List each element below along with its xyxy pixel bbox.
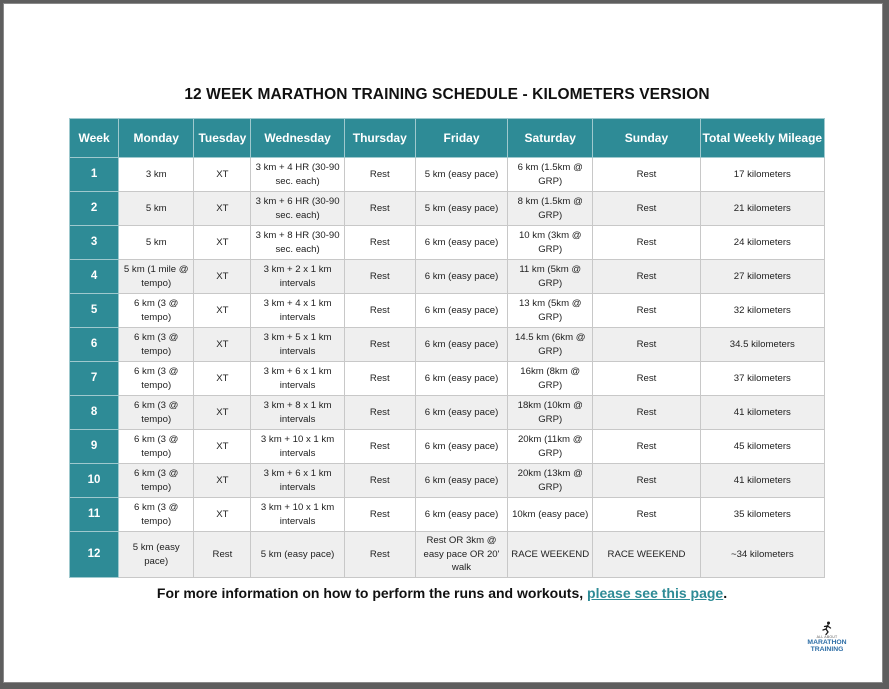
total-cell: 41 kilometers xyxy=(700,464,824,498)
total-cell: 32 kilometers xyxy=(700,294,824,328)
saturday-cell: 20km (11km @ GRP) xyxy=(508,430,593,464)
logo-line-2: TRAINING xyxy=(810,646,844,653)
sunday-cell: Rest xyxy=(593,260,700,294)
saturday-cell: 10km (easy pace) xyxy=(508,498,593,532)
tuesday-cell: XT xyxy=(194,158,251,192)
week-number: 5 xyxy=(70,294,119,328)
monday-cell: 5 km (easy pace) xyxy=(119,532,194,578)
tuesday-cell: Rest xyxy=(194,532,251,578)
table-row xyxy=(70,192,825,226)
table-row xyxy=(70,260,825,294)
footer-end: . xyxy=(723,585,728,601)
week-number: 11 xyxy=(70,498,119,532)
friday-cell: 6 km (easy pace) xyxy=(415,260,507,294)
friday-cell: 5 km (easy pace) xyxy=(415,192,507,226)
week-number: 9 xyxy=(70,430,119,464)
wednesday-cell: 3 km + 4 HR (30-90 sec. each) xyxy=(251,158,344,192)
week-number: 3 xyxy=(70,226,119,260)
sunday-cell: Rest xyxy=(593,362,700,396)
total-cell: 41 kilometers xyxy=(700,396,824,430)
saturday-cell: 13 km (5km @ GRP) xyxy=(508,294,593,328)
friday-cell: 5 km (easy pace) xyxy=(415,158,507,192)
wednesday-cell: 3 km + 5 x 1 km intervals xyxy=(251,328,344,362)
table-row xyxy=(70,430,825,464)
saturday-cell: RACE WEEKEND xyxy=(508,532,593,578)
tuesday-cell: XT xyxy=(194,260,251,294)
week-number: 7 xyxy=(70,362,119,396)
friday-cell: 6 km (easy pace) xyxy=(415,328,507,362)
total-cell: 35 kilometers xyxy=(700,498,824,532)
marathon-training-logo xyxy=(804,621,850,653)
saturday-cell: 20km (13km @ GRP) xyxy=(508,464,593,498)
runner-icon xyxy=(820,621,834,635)
saturday-cell: 11 km (5km @ GRP) xyxy=(508,260,593,294)
thursday-cell: Rest xyxy=(344,328,415,362)
table-row xyxy=(70,226,825,260)
wednesday-cell: 3 km + 8 HR (30-90 sec. each) xyxy=(251,226,344,260)
monday-cell: 5 km xyxy=(119,226,194,260)
sunday-cell: Rest xyxy=(593,396,700,430)
logo-line-1: MARATHON xyxy=(807,639,847,646)
total-cell: 37 kilometers xyxy=(700,362,824,396)
table-row xyxy=(70,396,825,430)
logo-small-text: ALL ABOUT xyxy=(816,635,838,639)
friday-cell: 6 km (easy pace) xyxy=(415,362,507,396)
thursday-cell: Rest xyxy=(344,362,415,396)
friday-cell: 6 km (easy pace) xyxy=(415,226,507,260)
table-header-row xyxy=(70,119,825,158)
friday-cell: 6 km (easy pace) xyxy=(415,396,507,430)
tuesday-cell: XT xyxy=(194,396,251,430)
header-sunday: Sunday xyxy=(593,119,700,158)
more-info-link[interactable]: please see this page xyxy=(587,585,724,601)
table-row xyxy=(70,498,825,532)
wednesday-cell: 3 km + 10 x 1 km intervals xyxy=(251,430,344,464)
week-number: 8 xyxy=(70,396,119,430)
wednesday-cell: 3 km + 8 x 1 km intervals xyxy=(251,396,344,430)
friday-cell: 6 km (easy pace) xyxy=(415,464,507,498)
saturday-cell: 6 km (1.5km @ GRP) xyxy=(508,158,593,192)
wednesday-cell: 3 km + 6 x 1 km intervals xyxy=(251,362,344,396)
tuesday-cell: XT xyxy=(194,362,251,396)
thursday-cell: Rest xyxy=(344,294,415,328)
header-total-weekly-mileage: Total Weekly Mileage xyxy=(700,119,824,158)
total-cell: 17 kilometers xyxy=(700,158,824,192)
sunday-cell: Rest xyxy=(593,226,700,260)
header-wednesday: Wednesday xyxy=(251,119,344,158)
wednesday-cell: 3 km + 2 x 1 km intervals xyxy=(251,260,344,294)
monday-cell: 6 km (3 @ tempo) xyxy=(119,498,194,532)
sunday-cell: Rest xyxy=(593,498,700,532)
tuesday-cell: XT xyxy=(194,294,251,328)
wednesday-cell: 3 km + 10 x 1 km intervals xyxy=(251,498,344,532)
tuesday-cell: XT xyxy=(194,464,251,498)
footer-note xyxy=(4,585,880,601)
thursday-cell: Rest xyxy=(344,158,415,192)
wednesday-cell: 5 km (easy pace) xyxy=(251,532,344,578)
friday-cell: 6 km (easy pace) xyxy=(415,498,507,532)
header-monday: Monday xyxy=(119,119,194,158)
friday-cell: 6 km (easy pace) xyxy=(415,430,507,464)
total-cell: 27 kilometers xyxy=(700,260,824,294)
total-cell: 21 kilometers xyxy=(700,192,824,226)
week-number: 4 xyxy=(70,260,119,294)
tuesday-cell: XT xyxy=(194,498,251,532)
saturday-cell: 18km (10km @ GRP) xyxy=(508,396,593,430)
table-row xyxy=(70,532,825,578)
tuesday-cell: XT xyxy=(194,328,251,362)
friday-cell: 6 km (easy pace) xyxy=(415,294,507,328)
header-week: Week xyxy=(70,119,119,158)
sunday-cell: Rest xyxy=(593,158,700,192)
friday-cell: Rest OR 3km @ easy pace OR 20' walk xyxy=(415,532,507,578)
thursday-cell: Rest xyxy=(344,430,415,464)
thursday-cell: Rest xyxy=(344,192,415,226)
total-cell: ~34 kilometers xyxy=(700,532,824,578)
week-number: 12 xyxy=(70,532,119,578)
monday-cell: 6 km (3 @ tempo) xyxy=(119,464,194,498)
saturday-cell: 16km (8km @ GRP) xyxy=(508,362,593,396)
thursday-cell: Rest xyxy=(344,396,415,430)
monday-cell: 6 km (3 @ tempo) xyxy=(119,362,194,396)
header-thursday: Thursday xyxy=(344,119,415,158)
sunday-cell: Rest xyxy=(593,430,700,464)
training-schedule-table xyxy=(69,118,825,578)
week-number: 6 xyxy=(70,328,119,362)
monday-cell: 6 km (3 @ tempo) xyxy=(119,430,194,464)
page-title: 12 WEEK MARATHON TRAINING SCHEDULE - KILOMETERS VERSION xyxy=(184,86,710,103)
saturday-cell: 10 km (3km @ GRP) xyxy=(508,226,593,260)
sunday-cell: Rest xyxy=(593,294,700,328)
monday-cell: 6 km (3 @ tempo) xyxy=(119,294,194,328)
sunday-cell: Rest xyxy=(593,328,700,362)
header-tuesday: Tuesday xyxy=(194,119,251,158)
monday-cell: 3 km xyxy=(119,158,194,192)
week-number: 1 xyxy=(70,158,119,192)
table-row xyxy=(70,158,825,192)
total-cell: 45 kilometers xyxy=(700,430,824,464)
wednesday-cell: 3 km + 6 HR (30-90 sec. each) xyxy=(251,192,344,226)
week-number: 2 xyxy=(70,192,119,226)
monday-cell: 5 km (1 mile @ tempo) xyxy=(119,260,194,294)
total-cell: 24 kilometers xyxy=(700,226,824,260)
sunday-cell: Rest xyxy=(593,192,700,226)
thursday-cell: Rest xyxy=(344,226,415,260)
monday-cell: 5 km xyxy=(119,192,194,226)
tuesday-cell: XT xyxy=(194,226,251,260)
tuesday-cell: XT xyxy=(194,430,251,464)
wednesday-cell: 3 km + 4 x 1 km intervals xyxy=(251,294,344,328)
table-row xyxy=(70,294,825,328)
document-page xyxy=(3,3,883,683)
thursday-cell: Rest xyxy=(344,260,415,294)
monday-cell: 6 km (3 @ tempo) xyxy=(119,328,194,362)
thursday-cell: Rest xyxy=(344,532,415,578)
week-number: 10 xyxy=(70,464,119,498)
footer-text: For more information on how to perform the runs and workouts, xyxy=(156,585,588,601)
monday-cell: 6 km (3 @ tempo) xyxy=(119,396,194,430)
saturday-cell: 14.5 km (6km @ GRP) xyxy=(508,328,593,362)
table-row xyxy=(70,328,825,362)
tuesday-cell: XT xyxy=(194,192,251,226)
header-friday: Friday xyxy=(415,119,507,158)
thursday-cell: Rest xyxy=(344,464,415,498)
table-row xyxy=(70,464,825,498)
sunday-cell: RACE WEEKEND xyxy=(593,532,700,578)
thursday-cell: Rest xyxy=(344,498,415,532)
header-saturday: Saturday xyxy=(508,119,593,158)
sunday-cell: Rest xyxy=(593,464,700,498)
saturday-cell: 8 km (1.5km @ GRP) xyxy=(508,192,593,226)
wednesday-cell: 3 km + 6 x 1 km intervals xyxy=(251,464,344,498)
table-row xyxy=(70,362,825,396)
total-cell: 34.5 kilometers xyxy=(700,328,824,362)
